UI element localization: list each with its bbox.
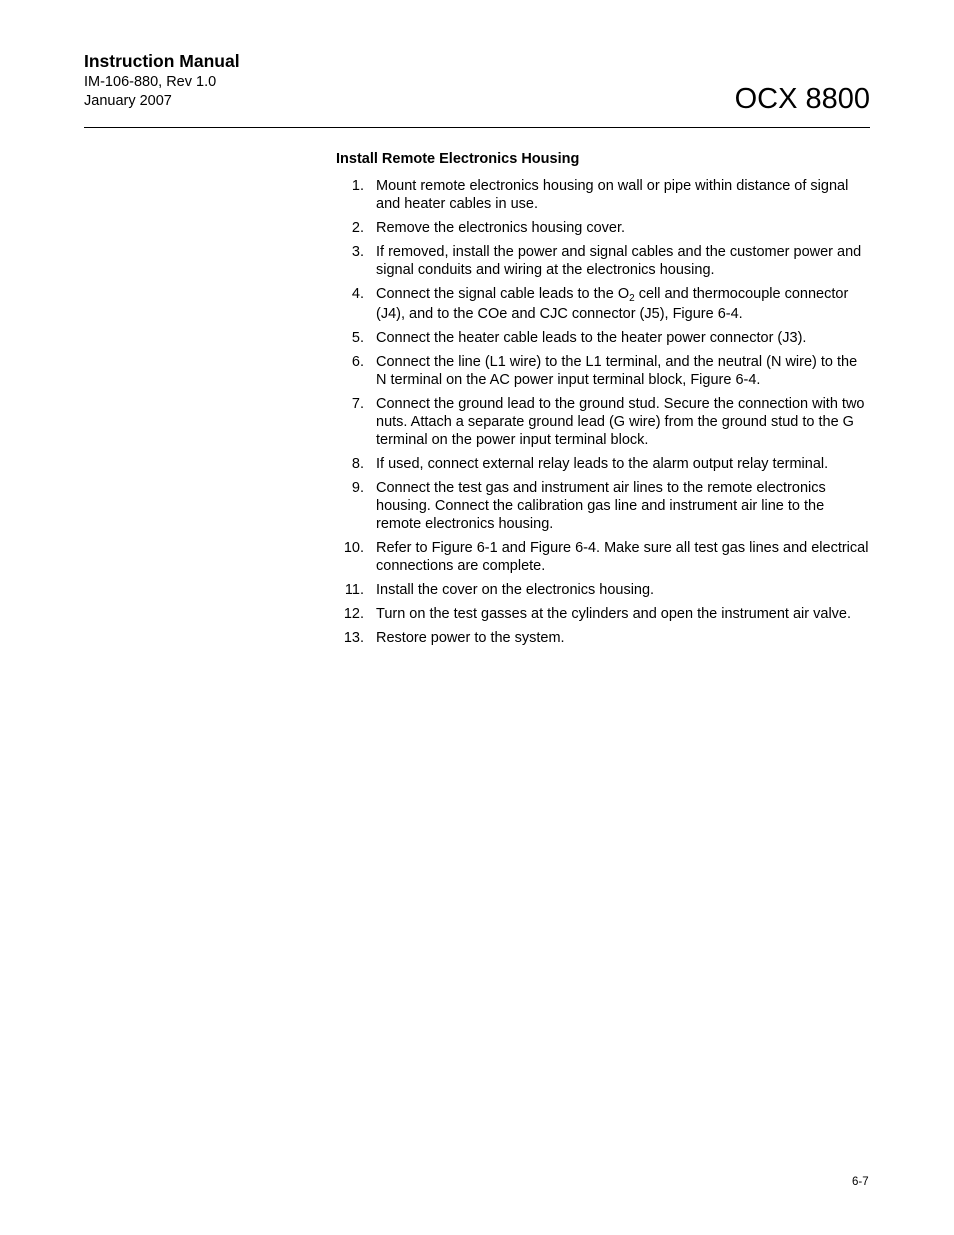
step-number: 3. xyxy=(351,244,364,260)
step-number: 13. xyxy=(343,630,364,646)
section-title: Install Remote Electronics Housing xyxy=(336,151,580,167)
list-item xyxy=(336,329,870,347)
step-number: 10. xyxy=(343,540,364,556)
list-item xyxy=(336,605,870,623)
step-text: Connect the test gas and instrument air lines to the remote electronics housing. Connect the calibration gas line and instrument air line to the remote electronics housing. xyxy=(376,480,826,532)
step-number: 8. xyxy=(351,456,364,472)
list-item xyxy=(336,395,870,449)
list-item xyxy=(336,353,870,389)
step-text: Restore power to the system. xyxy=(376,630,565,646)
step-number: 1. xyxy=(351,178,364,194)
list-item xyxy=(336,479,870,533)
list-item xyxy=(336,581,870,599)
step-number: 2. xyxy=(351,220,364,236)
list-item xyxy=(336,285,870,323)
step-number: 11. xyxy=(344,582,364,598)
step-text: Refer to Figure 6-1 and Figure 6-4. Make sure all test gas lines and electrical connections are complete. xyxy=(376,540,869,574)
manual-title: Instruction Manual xyxy=(84,51,240,71)
product-name: OCX 8800 xyxy=(734,83,870,115)
steps-list xyxy=(336,177,870,647)
install-section xyxy=(336,150,870,653)
page-header xyxy=(84,50,870,128)
subscript: 2 xyxy=(629,293,635,304)
step-text: Connect the ground lead to the ground stud. Secure the connection with two nuts. Attach a separate ground lead (G wire) from the ground stud to the G terminal on the power input terminal block. xyxy=(376,396,865,448)
list-item xyxy=(336,219,870,237)
step-text: Connect the line (L1 wire) to the L1 terminal, and the neutral (N wire) to the N terminal on the AC power input terminal block, Figure 6-4. xyxy=(376,354,858,388)
list-item xyxy=(336,243,870,279)
step-number: 4. xyxy=(351,286,364,302)
list-item xyxy=(336,539,870,575)
step-text: If used, connect external relay leads to the alarm output relay terminal. xyxy=(376,456,829,472)
list-item xyxy=(336,629,870,647)
step-number: 12. xyxy=(343,606,364,622)
step-number: 6. xyxy=(351,354,364,370)
step-number: 5. xyxy=(351,330,364,346)
list-item xyxy=(336,455,870,473)
list-item xyxy=(336,177,870,213)
document-date: January 2007 xyxy=(84,93,172,109)
step-text: Remove the electronics housing cover. xyxy=(376,220,626,236)
document-number: IM-106-880, Rev 1.0 xyxy=(84,74,217,90)
step-text-part: Connect the signal cable leads to the O xyxy=(376,286,630,302)
page-number: 6-7 xyxy=(852,1176,869,1188)
step-text: Turn on the test gasses at the cylinders and open the instrument air valve. xyxy=(376,606,852,622)
step-text: Install the cover on the electronics housing. xyxy=(376,582,655,598)
step-number: 9. xyxy=(351,480,364,496)
step-text: Connect the heater cable leads to the heater power connector (J3). xyxy=(376,330,807,346)
step-text: Mount remote electronics housing on wall or pipe within distance of signal and heater cables in use. xyxy=(376,178,849,212)
step-text-part: cell and thermocouple connector (J4), and to the COe and CJC connector (J5), Figure 6-4. xyxy=(376,286,849,322)
step-number: 7. xyxy=(351,396,364,412)
step-text xyxy=(376,286,848,322)
step-text: If removed, install the power and signal cables and the customer power and signal conduits and wiring at the electronics housing. xyxy=(376,244,862,278)
